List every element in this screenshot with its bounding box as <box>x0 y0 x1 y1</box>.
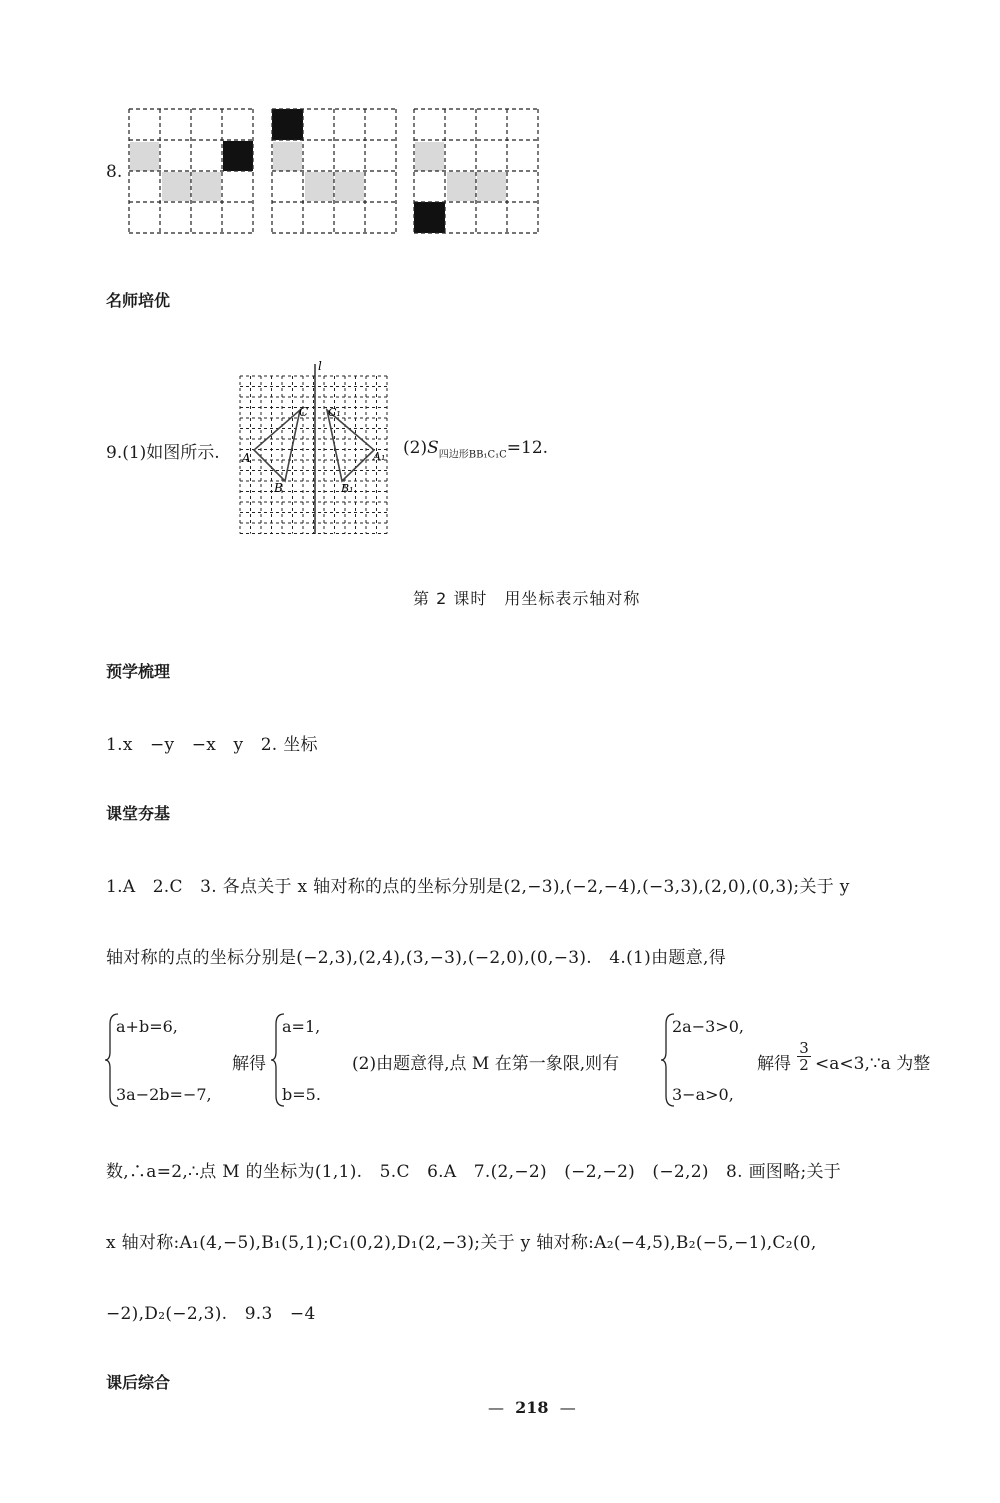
fraction-denominator: 2 <box>797 1056 811 1073</box>
label-C1: C₁ <box>328 406 341 419</box>
shaded-cell <box>477 172 506 201</box>
q8-grid-3 <box>413 108 541 236</box>
fraction <box>797 1040 811 1073</box>
ketang-line-6: −2),D₂(−2,3). 9.3 −4 <box>106 1304 316 1324</box>
label-B: B <box>274 481 283 495</box>
system2-bottom: b=5. <box>282 1085 321 1104</box>
q9-figure <box>238 358 388 536</box>
label-B1: B₁ <box>341 482 354 495</box>
system1-top: a+b=6, <box>116 1017 178 1036</box>
black-cell <box>272 109 303 140</box>
system2-top: a=1, <box>282 1017 321 1036</box>
fraction-numerator: 3 <box>799 1039 809 1057</box>
ketang-line-1: 1.A 2.C 3. 各点关于 x 轴对称的点的坐标分别是(2,−3),(−2,−4),(−3,3),(2,0),(0,3);关于 y <box>106 877 850 897</box>
ketang-line-2: 轴对称的点的坐标分别是(−2,3),(2,4),(3,−3),(−2,0),(0,−3). 4.(1)由题意,得 <box>106 948 726 968</box>
ketang-after-fraction: <a<3,∵a 为整 <box>815 1054 931 1074</box>
label-l: l <box>318 359 322 373</box>
q8-number: 8. <box>106 162 123 182</box>
q8-grid-2 <box>271 108 399 236</box>
page-number: — 218 — <box>488 1398 576 1417</box>
ketang-part2-text: (2)由题意得,点 M 在第一象限,则有 <box>352 1054 620 1074</box>
q9-area-subscript: 四边形BB₁C₁C <box>438 449 507 461</box>
section-heading-ketang: 课堂夯基 <box>106 804 171 823</box>
shaded-cell <box>162 172 191 201</box>
q9-part1: 9.(1)如图所示. <box>106 443 220 463</box>
jiede-2: 解得 <box>757 1054 791 1074</box>
shaded-cell <box>335 172 364 201</box>
q8-grid-1 <box>128 108 256 236</box>
page-number-value: 218 <box>515 1398 549 1417</box>
q9-part2-prefix: (2) <box>403 438 428 458</box>
black-cell <box>223 141 253 171</box>
system3-bottom: 3−a>0, <box>672 1085 734 1104</box>
label-A: A <box>242 451 251 465</box>
shaded-cell <box>192 172 221 201</box>
ketang-line-4: 数,∴a=2,∴点 M 的坐标为(1,1). 5.C 6.A 7.(2,−2) (−2,−2) (−2,2) 8. 画图略;关于 <box>106 1162 842 1182</box>
shaded-cell <box>447 172 476 201</box>
jiede-1: 解得 <box>232 1054 266 1074</box>
yuxue-answers: 1.x −y −x y 2. 坐标 <box>106 735 318 755</box>
ketang-line-5: x 轴对称:A₁(4,−5),B₁(5,1);C₁(0,2),D₁(2,−3);关于 y 轴对称:A₂(−4,5),B₂(−5,−1),C₂(0, <box>106 1233 817 1253</box>
section-heading-mingshi: 名师培优 <box>106 291 171 310</box>
system1-bottom: 3a−2b=−7, <box>116 1085 212 1104</box>
black-cell <box>414 202 445 233</box>
label-A1: A₁ <box>373 450 386 463</box>
system3-top: 2a−3>0, <box>672 1017 744 1036</box>
label-C: C <box>299 405 309 419</box>
q9-area-symbol: S <box>427 438 439 458</box>
shaded-cell <box>130 142 159 171</box>
section-heading-kehou: 课后综合 <box>106 1373 171 1392</box>
shaded-cell <box>273 142 302 171</box>
lesson-title: 第 2 课时 用坐标表示轴对称 <box>413 589 641 608</box>
shaded-cell <box>305 172 334 201</box>
shaded-cell <box>415 142 444 171</box>
q9-area-value: =12. <box>506 438 549 458</box>
q9-part2 <box>403 438 548 460</box>
section-heading-yuxue: 预学梳理 <box>106 662 171 681</box>
